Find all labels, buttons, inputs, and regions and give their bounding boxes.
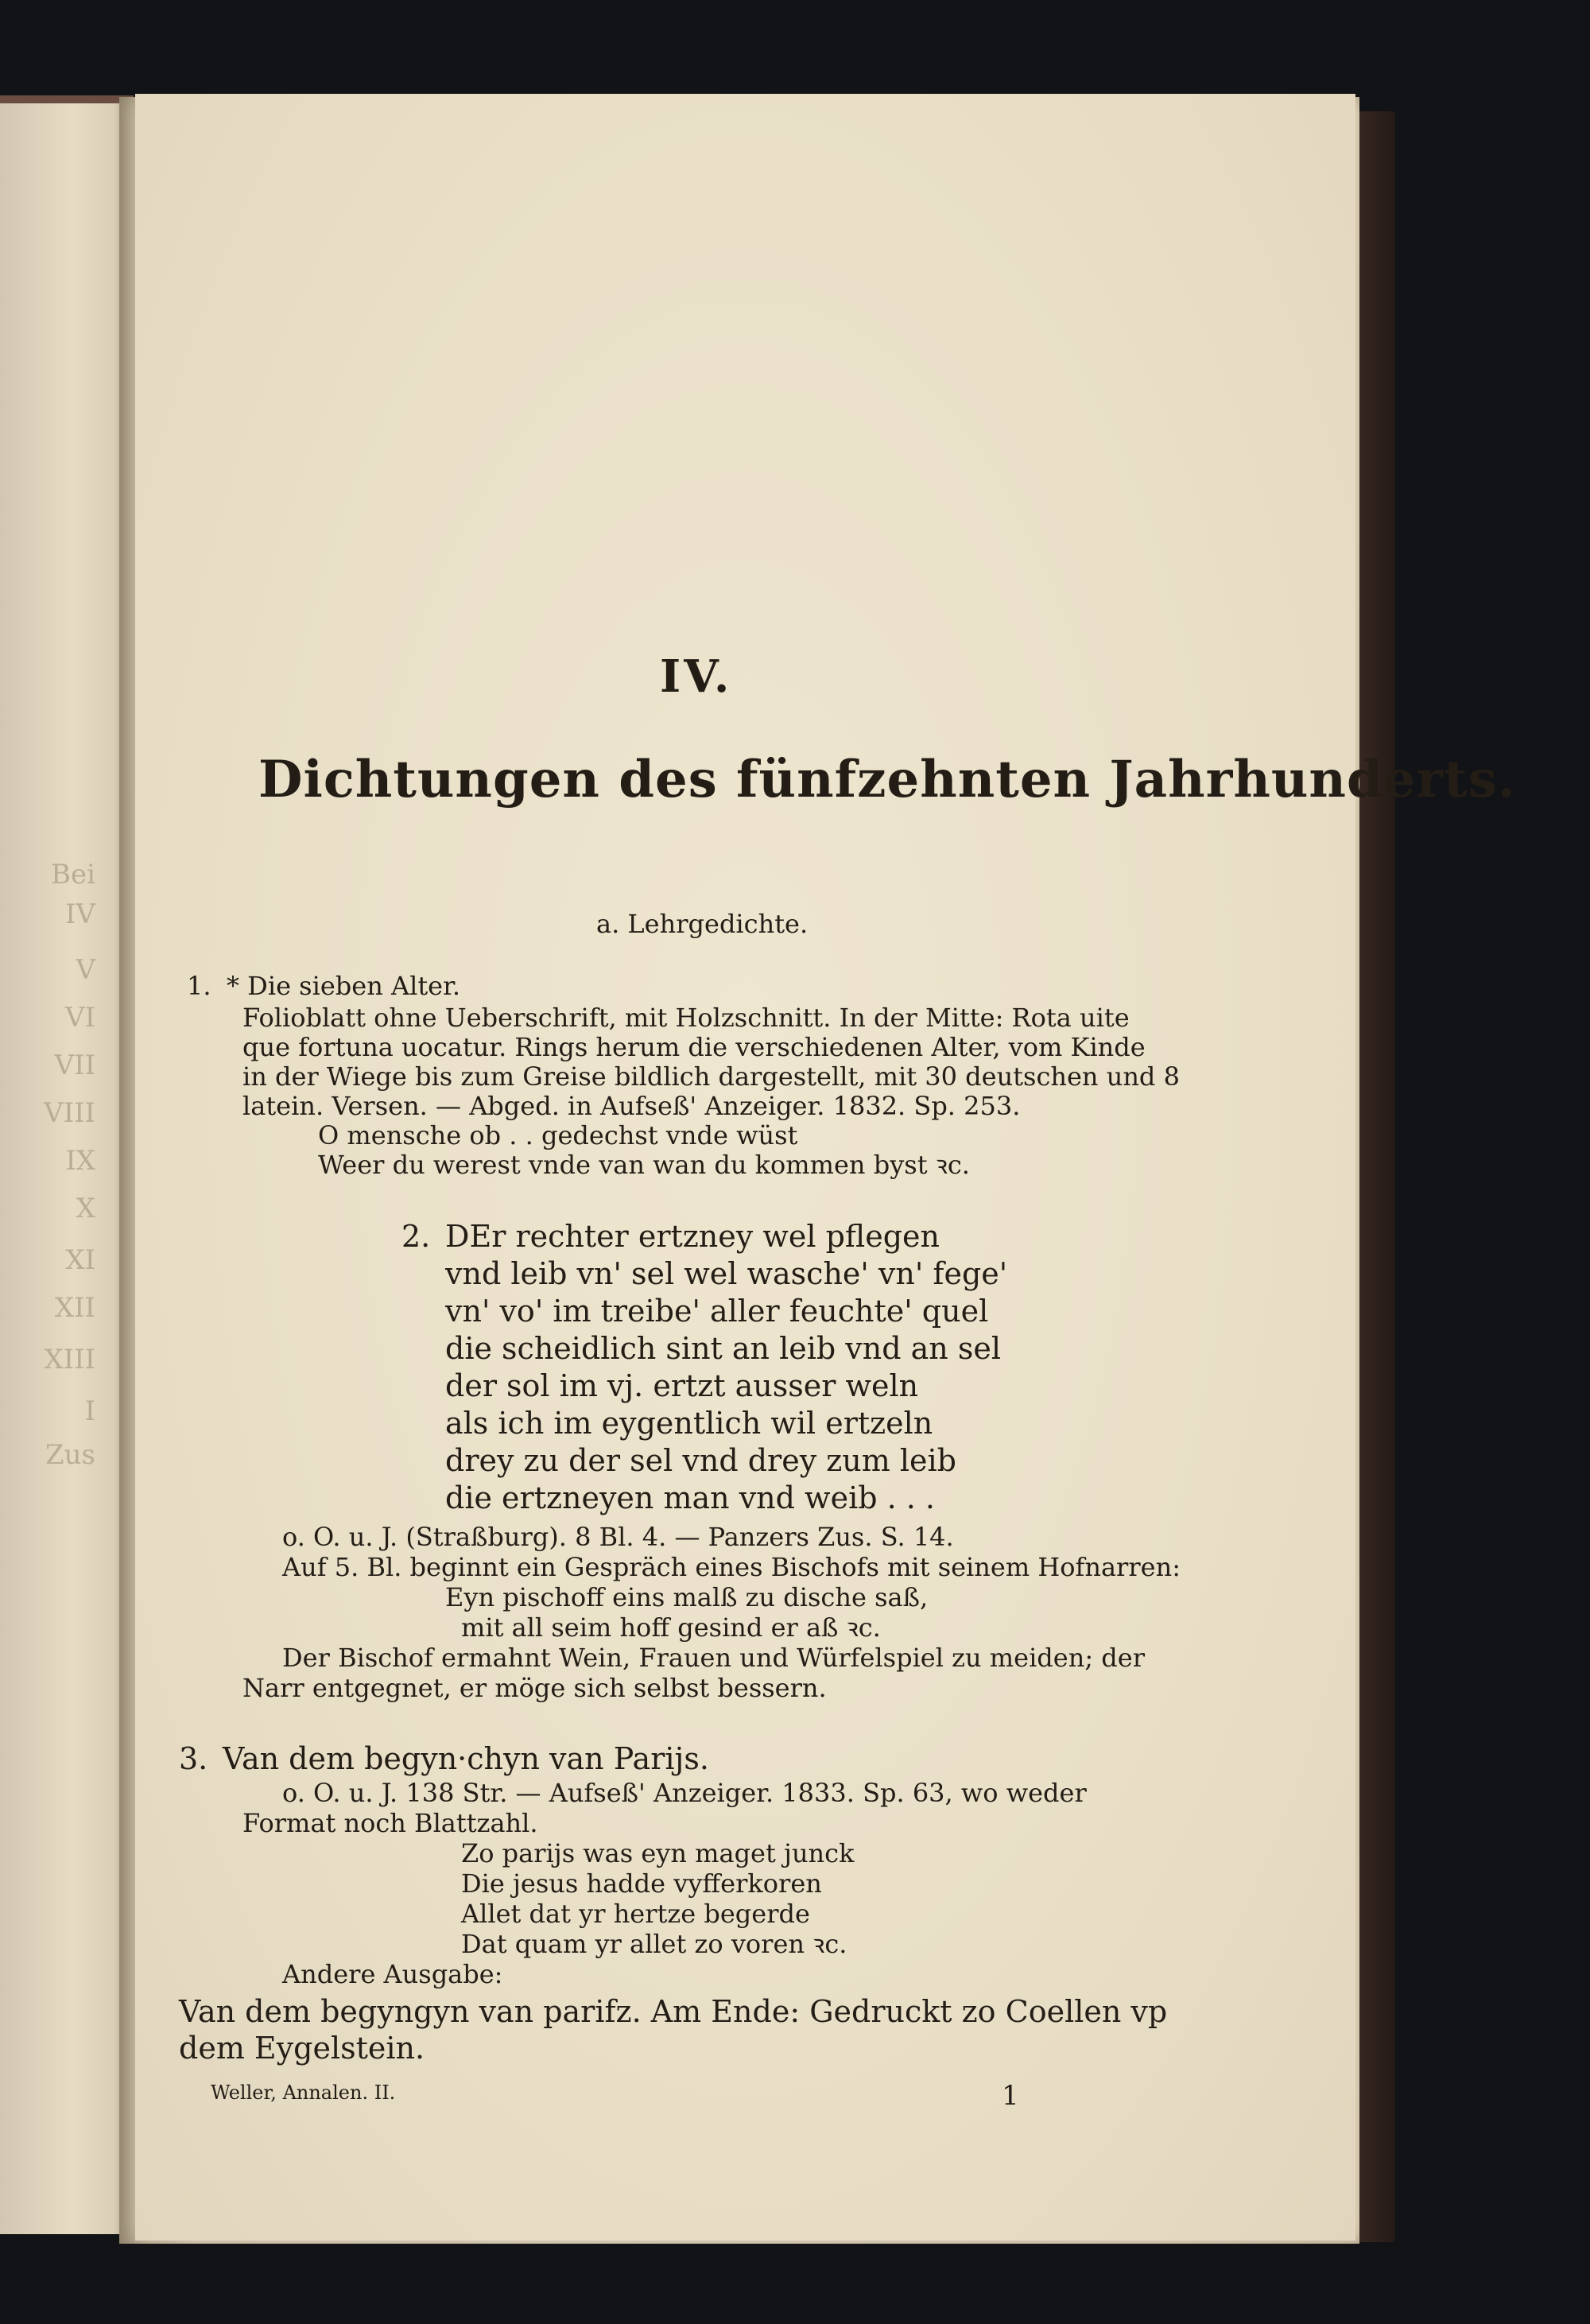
section-heading: a. Lehrgedichte. xyxy=(596,909,809,939)
entry-title: * Die sieben Alter. xyxy=(227,971,461,1001)
entry-line: o. O. u. J. 138 Str. — Aufseß' Anzeiger. 1833. Sp. 63, wo weder xyxy=(282,1778,1087,1808)
verse-line: als ich im eygentlich wil ertzeln xyxy=(445,1406,933,1441)
verse-line: die ertzneyen man vnd weib . . . xyxy=(445,1480,936,1515)
chapter-numeral: IV. xyxy=(660,650,733,703)
left-edge-text: VIII xyxy=(44,1097,95,1129)
page-number: 1 xyxy=(1002,2080,1019,2112)
entry-line: o. O. u. J. (Straßburg). 8 Bl. 4. — Panzers Zus. S. 14. xyxy=(282,1522,954,1552)
entry-line: dem Eygelstein. xyxy=(179,2031,425,2066)
verse-line: der sol im vj. ertzt ausser weln xyxy=(445,1368,919,1403)
quoted-line: Eyn pischoff eins malß zu dische saß, xyxy=(445,1582,929,1612)
left-edge-text: IV xyxy=(65,898,95,930)
left-edge-text: XIII xyxy=(44,1344,95,1375)
verse-line: die scheidlich sint an leib vnd an sel xyxy=(445,1331,1001,1366)
entry-line: que fortuna uocatur. Rings herum die verschiedenen Alter, vom Kinde xyxy=(242,1032,1146,1062)
left-edge-text: VI xyxy=(65,1002,95,1034)
quoted-line: Dat quam yr allet zo voren ꝛc. xyxy=(461,1929,847,1959)
entry-number: 3. xyxy=(179,1741,208,1776)
left-edge-text: I xyxy=(84,1395,95,1427)
entry-line: Der Bischof ermahnt Wein, Frauen und Würfelspiel zu meiden; der xyxy=(282,1643,1145,1673)
left-page-edge xyxy=(0,95,134,2234)
left-edge-text: Bei xyxy=(51,859,95,890)
entry-line: Folioblatt ohne Ueberschrift, mit Holzschnitt. In der Mitte: Rota uite xyxy=(242,1003,1130,1033)
verse-line: vnd leib vn' sel wel wasche' vn' fege' xyxy=(445,1256,1008,1291)
verse-line: vn' vo' im treibe' aller feuchte' quel xyxy=(445,1294,989,1329)
quoted-line: Die jesus hadde vyfferkoren xyxy=(461,1868,822,1899)
entry-line: Andere Ausgabe: xyxy=(282,1959,503,1989)
verse-line: drey zu der sel vnd drey zum leib xyxy=(445,1443,956,1478)
left-edge-text: V xyxy=(76,954,95,986)
entry-title: Van dem begyn·chyn van Parijs. xyxy=(223,1741,709,1776)
book-page xyxy=(135,94,1516,2241)
entry-line: Narr entgegnet, er möge sich selbst bessern. xyxy=(242,1673,827,1703)
entry-line: Format noch Blattzahl. xyxy=(242,1808,538,1838)
entry-number: 1. xyxy=(187,971,211,1001)
entry-line: Auf 5. Bl. beginnt ein Gespräch eines Bischofs mit seinem Hofnarren: xyxy=(282,1552,1181,1582)
quoted-line: Weer du werest vnde van wan du kommen byst ꝛc. xyxy=(318,1150,970,1180)
chapter-title: Dichtungen des fünfzehnten Jahrhunderts. xyxy=(258,750,1516,809)
quoted-line: O mensche ob . . gedechst vnde wüst xyxy=(318,1120,798,1150)
entry-number: 2. xyxy=(401,1219,431,1254)
signature-mark: Weller, Annalen. II. xyxy=(211,2082,396,2104)
quoted-line: Zo parijs was eyn maget junck xyxy=(461,1838,855,1868)
quoted-line: Allet dat yr hertze begerde xyxy=(461,1899,810,1929)
entry-line: in der Wiege bis zum Greise bildlich dargestellt, mit 30 deutschen und 8 xyxy=(242,1061,1180,1092)
quoted-line: mit all seim hoff gesind er aß ꝛc. xyxy=(461,1612,881,1643)
entry-line: latein. Versen. — Abged. in Aufseß' Anzeiger. 1832. Sp. 253. xyxy=(242,1091,1021,1121)
left-edge-text: XI xyxy=(65,1244,95,1276)
left-edge-text: X xyxy=(76,1193,95,1224)
verse-line: DEr rechter ertzney wel pflegen xyxy=(445,1219,940,1254)
left-edge-text: VII xyxy=(54,1049,95,1081)
left-edge-text: IX xyxy=(65,1145,95,1177)
entry-line: Van dem begyngyn van parifz. Am Ende: Gedruckt zo Coellen vp xyxy=(179,1994,1168,2029)
left-edge-text: XII xyxy=(54,1292,95,1324)
left-edge-text: Zus xyxy=(45,1439,95,1471)
